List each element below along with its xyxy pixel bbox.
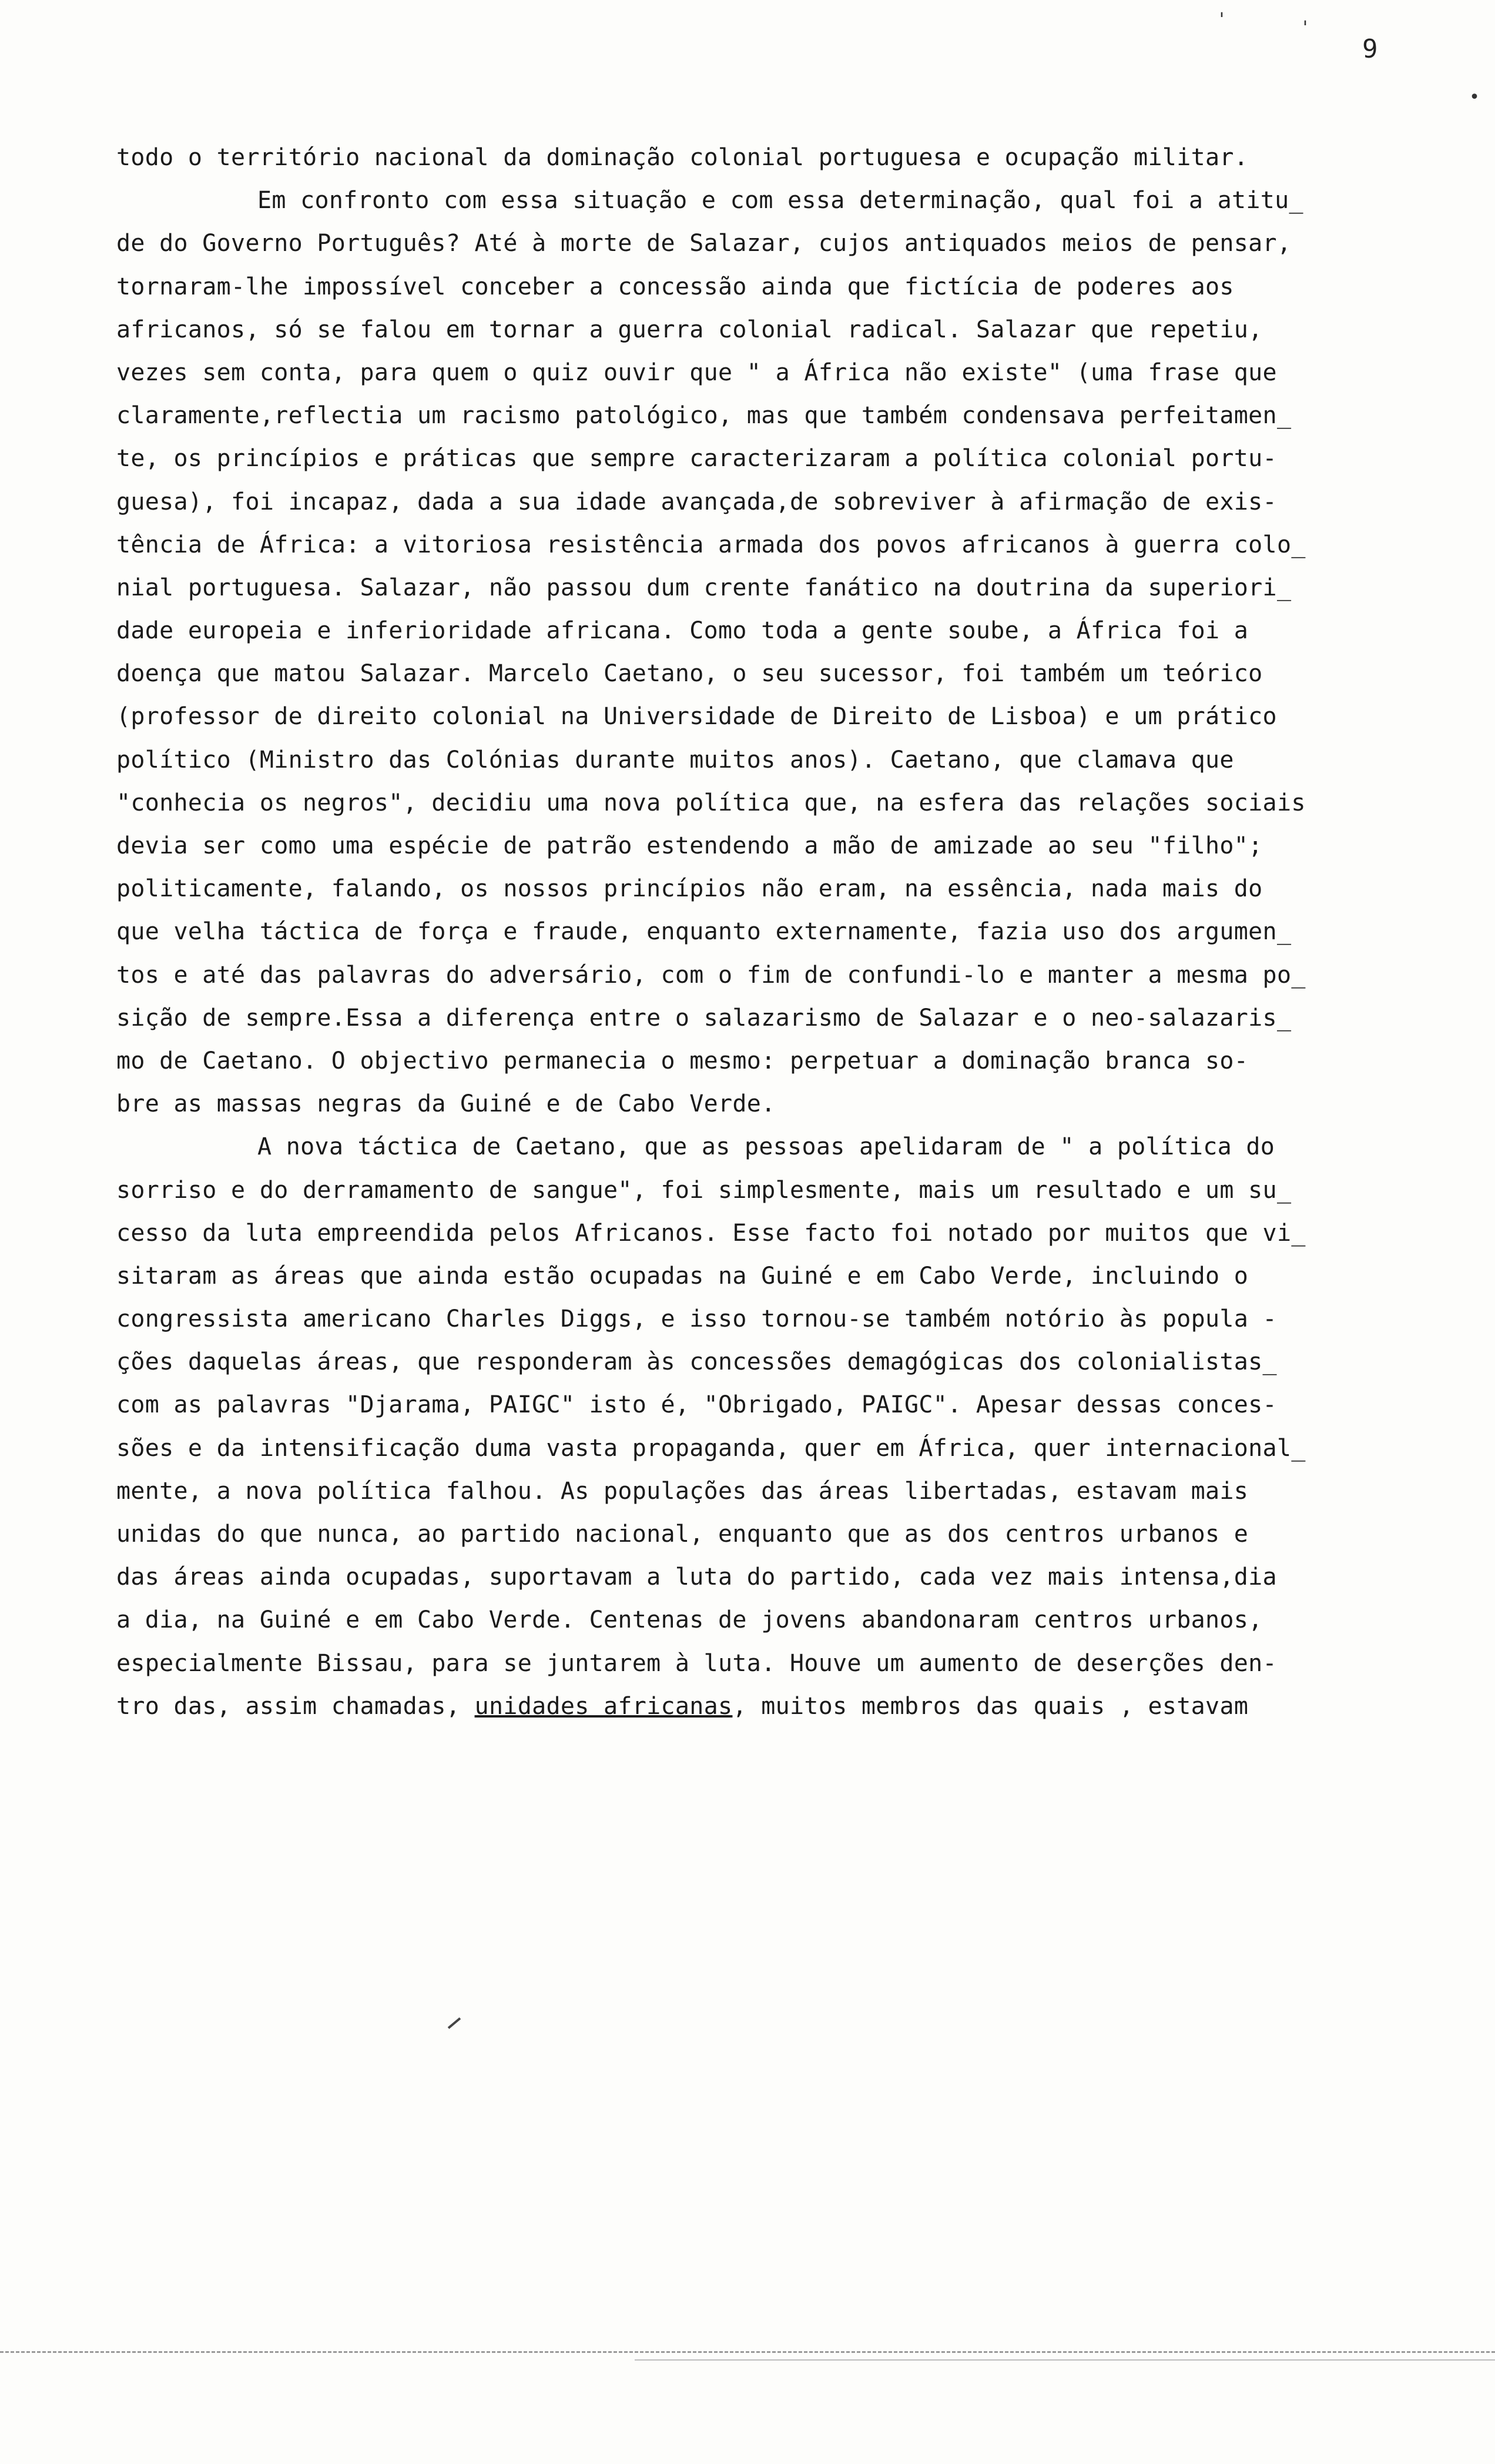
text-line: "conhecia os negros", decidiu uma nova política que, na esfera das relações sociais	[116, 789, 1306, 816]
text-line: doença que matou Salazar. Marcelo Caetano, o seu sucessor, foi também um teórico	[116, 660, 1263, 688]
text-line: politicamente, falando, os nossos princípios não eram, na essência, nada mais do	[116, 875, 1263, 903]
scan-mark: '	[1300, 18, 1311, 38]
text-line: que velha táctica de força e fraude, enquanto externamente, fazia uso dos argumen_	[116, 918, 1292, 946]
text-line: ções daquelas áreas, que responderam às concessões demagógicas dos colonialistas_	[116, 1348, 1277, 1376]
text-line: A nova táctica de Caetano, que as pessoas apelidaram de " a política do	[257, 1133, 1275, 1161]
text-line: sorriso e do derramamento de sangue", foi simplesmente, mais um resultado e um su_	[116, 1176, 1292, 1204]
scan-mark: •	[1469, 87, 1480, 108]
text-line: todo o território nacional da dominação colonial portuguesa e ocupação militar.	[116, 144, 1249, 171]
scan-mark: '	[1216, 9, 1228, 30]
text-line: claramente,reflectia um racismo patológico, mas que também condensava perfeitamen_	[116, 402, 1292, 430]
text-segment: , muitos membros das quais , estavam	[732, 1692, 1249, 1720]
text-line: vezes sem conta, para quem o quiz ouvir que " a África não existe" (uma frase que	[116, 359, 1277, 386]
text-line: a dia, na Guiné e em Cabo Verde. Centenas de jovens abandonaram centros urbanos,	[116, 1606, 1263, 1634]
scan-edge-line	[0, 2351, 1495, 2353]
text-line	[116, 1685, 1409, 1728]
scan-edge-line	[635, 2359, 1495, 2361]
text-line: sição de sempre.Essa a diferença entre o salazarismo de Salazar e o neo-salazaris_	[116, 1004, 1292, 1032]
text-line: guesa), foi incapaz, dada a sua idade avançada,de sobreviver à afirmação de exis-	[116, 488, 1277, 515]
text-line: mo de Caetano. O objectivo permanecia o mesmo: perpetuar a dominação branca so-	[116, 1047, 1249, 1074]
text-segment: tro das, assim chamadas,	[116, 1692, 475, 1720]
text-line: mente, a nova política falhou. As populações das áreas libertadas, estavam mais	[116, 1477, 1249, 1505]
text-line: tos e até das palavras do adversário, com o fim de confundi-lo e manter a mesma po_	[116, 961, 1306, 989]
text-line: especialmente Bissau, para se juntarem à luta. Houve um aumento de deserções den-	[116, 1649, 1277, 1677]
text-line: cesso da luta empreendida pelos Africanos. Esse facto foi notado por muitos que vi_	[116, 1219, 1306, 1247]
underlined-phrase: unidades africanas	[474, 1692, 733, 1720]
text-line: unidas do que nunca, ao partido nacional, enquanto que as dos centros urbanos e	[116, 1521, 1249, 1548]
text-line: africanos, só se falou em tornar a guerra colonial radical. Salazar que repetiu,	[116, 316, 1263, 343]
text-line: congressista americano Charles Diggs, e isso tornou-se também notório às popula -	[116, 1305, 1277, 1333]
body-text	[116, 136, 1409, 1728]
text-line: político (Ministro das Colónias durante muitos anos). Caetano, que clamava que	[116, 746, 1234, 774]
text-line: (professor de direito colonial na Universidade de Direito de Lisboa) e um prático	[116, 703, 1277, 731]
text-line: tência de África: a vitoriosa resistência armada dos povos africanos à guerra colo_	[116, 531, 1306, 558]
text-line: de do Governo Português? Até à morte de Salazar, cujos antiquados meios de pensar,	[116, 230, 1292, 257]
text-line: devia ser como uma espécie de patrão estendendo a mão de amizade ao seu "filho";	[116, 832, 1263, 859]
text-line: nial portuguesa. Salazar, não passou dum crente fanático na doutrina da superiori_	[116, 574, 1292, 601]
text-line: das áreas ainda ocupadas, suportavam a luta do partido, cada vez mais intensa,dia	[116, 1564, 1277, 1591]
text-line: dade europeia e inferioridade africana. Como toda a gente soube, a África foi a	[116, 617, 1249, 645]
text-line: tornaram-lhe impossível conceber a concessão ainda que fictícia de poderes aos	[116, 273, 1234, 300]
text-line: te, os princípios e práticas que sempre caracterizaram a política colonial portu-	[116, 445, 1277, 473]
text-line: com as palavras "Djarama, PAIGC" isto é, "Obrigado, PAIGC". Apesar dessas conces-	[116, 1391, 1277, 1419]
text-line: sitaram as áreas que ainda estão ocupadas na Guiné e em Cabo Verde, incluindo o	[116, 1262, 1249, 1290]
text-line: sões e da intensificação duma vasta propaganda, quer em África, quer internacional_	[116, 1434, 1306, 1462]
stray-mark	[448, 2017, 461, 2029]
page-number: 9	[1362, 34, 1378, 64]
text-line: Em confronto com essa situação e com essa determinação, qual foi a atitu_	[257, 187, 1303, 215]
text-line: bre as massas negras da Guiné e de Cabo Verde.	[116, 1090, 776, 1118]
